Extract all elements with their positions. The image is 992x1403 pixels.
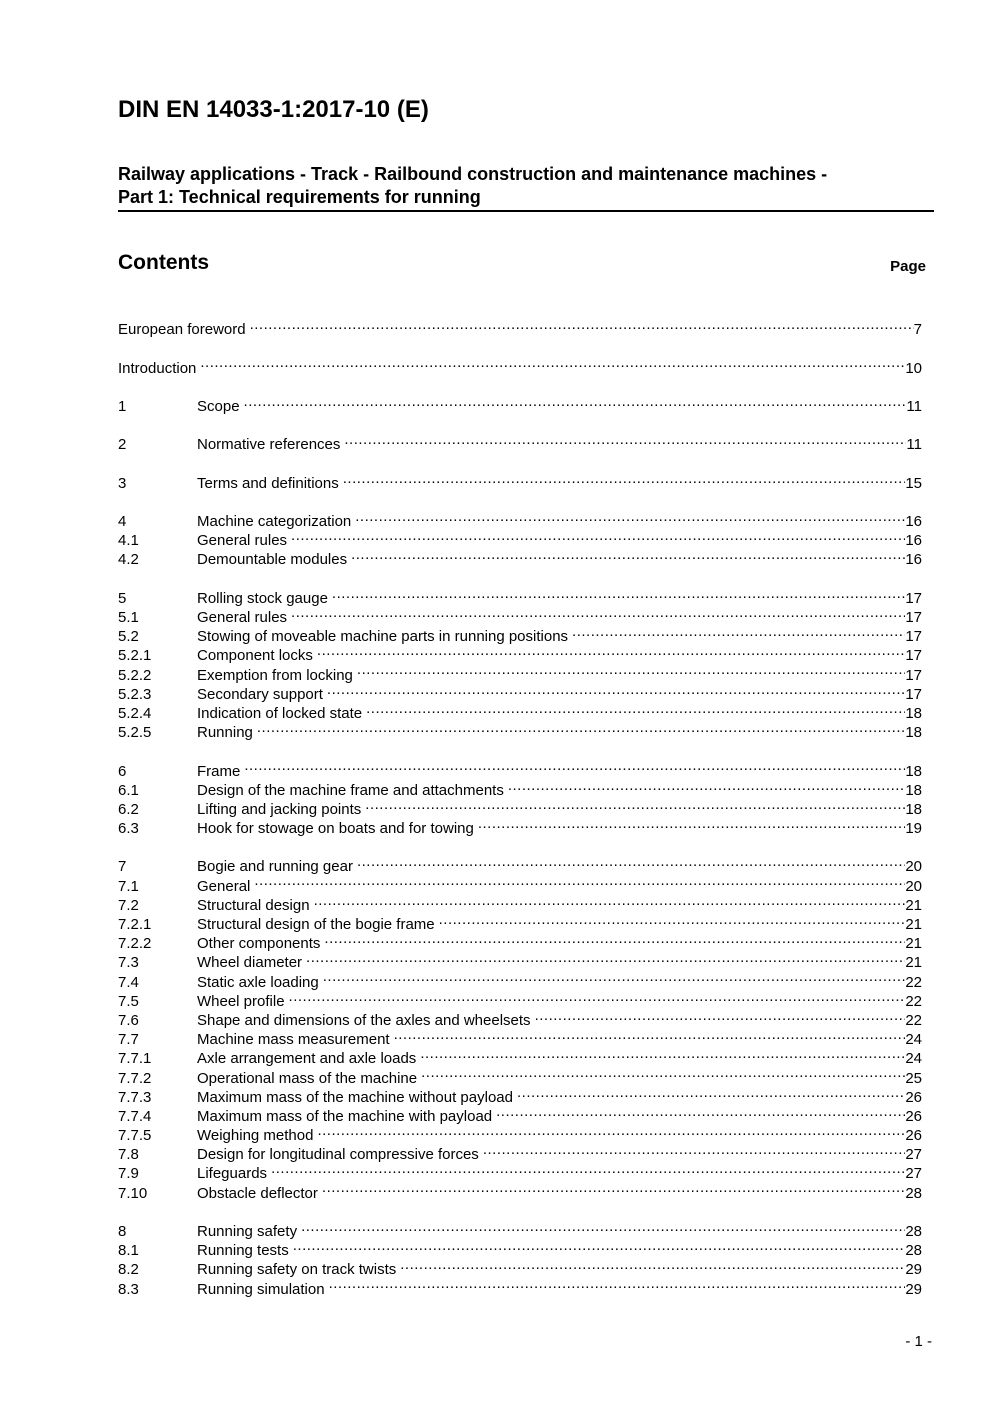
toc-entry-page: 15: [905, 474, 922, 492]
toc-group: [118, 1217, 922, 1298]
toc-entry-number: 7.5: [118, 992, 139, 1010]
toc-dot-leader: [250, 315, 914, 334]
toc-entry-number: 7.9: [118, 1165, 139, 1183]
toc-entry-title: General rules: [197, 609, 288, 626]
subtitle-line-2: Part 1: Technical requirements for running: [118, 187, 481, 207]
toc-dot-leader: [351, 545, 905, 564]
toc-entry-page: 26: [905, 1127, 922, 1145]
toc-dot-leader: [357, 660, 905, 679]
toc-entry-number: 7.7.5: [118, 1127, 152, 1145]
toc-group: [118, 584, 922, 742]
toc-dot-leader: [317, 1121, 905, 1140]
toc-entry-number: 5.2.1: [118, 647, 152, 665]
toc-entry-title: Obstacle deflector: [197, 1184, 318, 1202]
toc-entry-number: 7.7.2: [118, 1069, 152, 1087]
toc-dot-leader: [322, 1178, 905, 1197]
toc-entry-page: 17: [905, 628, 922, 646]
toc-dot-leader: [344, 430, 906, 449]
toc-group: [118, 507, 922, 569]
toc-entry-page: 19: [905, 820, 922, 838]
toc-entry-title: Running safety on track twists: [197, 1261, 397, 1279]
toc-entry-page: 26: [905, 1088, 922, 1106]
toc-entry-title: Terms and definitions: [197, 474, 339, 492]
toc-entry[interactable]: [118, 315, 922, 339]
toc-entry-number: 4.1: [118, 532, 139, 550]
toc-entry-page: 29: [905, 1261, 922, 1279]
toc-entry-title: Lifeguards: [197, 1165, 268, 1183]
toc-entry-number: 7.7.3: [118, 1088, 152, 1106]
toc-entry-title: Operational mass of the machine: [197, 1069, 418, 1087]
toc-dot-leader: [257, 718, 905, 737]
toc-entry-number: 7.2.2: [118, 935, 152, 953]
toc-entry[interactable]: [118, 353, 922, 377]
toc-entry-page: 16: [905, 551, 922, 569]
toc-entry-title: Structural design: [197, 896, 310, 914]
toc-entry-title: Wheel profile: [197, 992, 285, 1010]
toc-entry-title: Scope: [197, 397, 240, 415]
toc-entry-title: Running tests: [197, 1242, 289, 1260]
toc-entry[interactable]: [118, 430, 922, 454]
toc-entry-number: 8.1: [118, 1242, 139, 1260]
toc-entry-page: 22: [905, 1011, 922, 1029]
toc-entry-page: 18: [905, 781, 922, 799]
toc-entry-number: 6.1: [118, 781, 139, 799]
toc-entry-number: 7.1: [118, 877, 139, 895]
toc-entry-page: 25: [905, 1069, 922, 1087]
toc-entry-title: Maximum mass of the machine with payload: [197, 1107, 493, 1125]
toc-entry-title: Bogie and running gear: [197, 858, 353, 876]
toc-entry-page: 21: [905, 896, 922, 914]
toc-dot-leader: [327, 680, 905, 699]
toc-entry-title: Machine mass measurement: [197, 1031, 390, 1049]
toc-dot-leader: [254, 871, 905, 890]
toc-entry-page: 17: [905, 685, 922, 703]
toc-dot-leader: [517, 1083, 905, 1102]
toc-entry-number: 8.3: [118, 1280, 139, 1298]
toc-entry-title: Weighing method: [197, 1127, 314, 1145]
toc-entry-title: Running: [197, 724, 253, 742]
subtitle-line-1: Railway applications - Track - Railbound construction and maintenance machines -: [118, 164, 828, 184]
toc-entry-number: 5.2: [118, 628, 139, 646]
toc-dot-leader: [357, 852, 905, 871]
toc-entry-title: Static axle loading: [197, 973, 319, 991]
toc-entry[interactable]: [118, 756, 922, 780]
toc-entry-number: 3: [118, 474, 127, 492]
page-number: - 1 -: [905, 1333, 932, 1350]
toc-group: [118, 315, 922, 339]
toc-entry-number: 6: [118, 762, 127, 780]
toc-entry-title: General: [197, 877, 251, 895]
contents-heading: Contents: [118, 251, 209, 274]
toc-dot-leader: [329, 1274, 906, 1293]
toc-entry-page: 7: [913, 321, 922, 339]
toc-entry-page: 17: [905, 666, 922, 684]
toc-entry-page: 27: [905, 1165, 922, 1183]
toc-dot-leader: [394, 1025, 906, 1044]
toc-entry-title: Other components: [197, 935, 321, 953]
toc-dot-leader: [244, 756, 905, 775]
toc-dot-leader: [244, 392, 907, 411]
toc-entry-title: Secondary support: [197, 685, 323, 703]
document-title: DIN EN 14033-1:2017-10 (E): [118, 96, 429, 123]
toc-entry-title: Design of the machine frame and attachments: [197, 781, 504, 799]
title-divider: [118, 210, 934, 212]
toc-group: [118, 469, 922, 492]
toc-dot-leader: [332, 584, 905, 603]
toc-entry-title: Wheel diameter: [197, 954, 303, 972]
toc-group: [118, 430, 922, 454]
toc-entry-number: 7.8: [118, 1146, 139, 1164]
toc-dot-leader: [439, 910, 906, 929]
toc-entry-number: 5: [118, 589, 127, 607]
toc-group: [118, 852, 922, 1202]
toc-dot-leader: [366, 699, 905, 718]
toc-entry-page: 17: [905, 589, 922, 607]
toc-entry-title: Exemption from locking: [197, 666, 353, 684]
toc-entry-number: 5.2.3: [118, 685, 152, 703]
toc-entry-number: 7.10: [118, 1184, 148, 1202]
toc-entry-page: 10: [905, 359, 922, 377]
toc-entry-number: 7.6: [118, 1011, 139, 1029]
toc-entry-page: 24: [905, 1031, 922, 1049]
toc-entry-title: Indication of locked state: [197, 704, 363, 722]
toc-entry-title: Stowing of moveable machine parts in running positions: [197, 628, 569, 646]
toc-dot-leader: [200, 353, 905, 372]
toc-dot-leader: [291, 603, 905, 622]
toc-entry-page: 18: [905, 800, 922, 818]
toc-entry[interactable]: [118, 1217, 922, 1240]
toc-entry-title: Hook for stowage on boats and for towing: [197, 820, 474, 838]
toc-entry-number: 8: [118, 1223, 127, 1240]
toc-entry[interactable]: [118, 392, 922, 415]
toc-dot-leader: [421, 1063, 905, 1082]
toc-entry-page: 20: [905, 858, 922, 876]
toc-entry-page: 21: [905, 954, 922, 972]
toc-entry-title: Frame: [197, 762, 241, 780]
toc-entry-number: 7.3: [118, 954, 139, 972]
toc-entry-page: 18: [905, 762, 922, 780]
toc-entry-number: 7.2.1: [118, 916, 152, 933]
toc-entry-page: 11: [906, 436, 922, 454]
toc-dot-leader: [306, 948, 905, 967]
toc-entry-number: 2: [118, 436, 127, 454]
toc-entry-number: 4: [118, 513, 127, 531]
toc-entry-title: General rules: [197, 532, 288, 550]
toc-dot-leader: [483, 1140, 906, 1159]
toc-dot-leader: [400, 1255, 905, 1274]
toc-entry-title: Normative references: [197, 436, 341, 454]
toc-entry-number: 7.4: [118, 973, 139, 991]
toc-entry-page: 21: [905, 916, 922, 933]
toc-entry-number: 5.2.5: [118, 724, 152, 742]
toc-entry-title: Machine categorization: [197, 513, 352, 531]
toc-entry-number: 4.2: [118, 551, 139, 569]
toc-entry-page: 20: [905, 877, 922, 895]
toc-entry-title: Structural design of the bogie frame: [197, 916, 435, 933]
toc-entry-title: Shape and dimensions of the axles and wheelsets: [197, 1011, 531, 1029]
toc-entry-number: 7.7.4: [118, 1107, 152, 1125]
toc-entry-page: 16: [905, 532, 922, 550]
toc-entry-page: 28: [905, 1184, 922, 1202]
toc-entry-title: Introduction: [118, 359, 197, 377]
toc-entry-page: 24: [905, 1050, 922, 1068]
toc-dot-leader: [271, 1159, 905, 1178]
toc-dot-leader: [508, 776, 905, 795]
toc-entry-page: 17: [905, 647, 922, 665]
toc-entry-page: 18: [905, 724, 922, 742]
toc-group: [118, 353, 922, 377]
toc-entry-title: Component locks: [197, 647, 313, 665]
toc-entry-page: 28: [905, 1223, 922, 1240]
toc-dot-leader: [314, 891, 906, 910]
toc-dot-leader: [343, 469, 906, 488]
toc-entry-page: 21: [905, 935, 922, 953]
toc-entry-number: 7.2: [118, 896, 139, 914]
toc-entry-number: 6.3: [118, 820, 139, 838]
toc-entry-title: Design for longitudinal compressive forces: [197, 1146, 479, 1164]
page-column-label: Page: [890, 258, 926, 275]
toc-dot-leader: [291, 526, 905, 545]
toc-entry[interactable]: [118, 469, 922, 492]
toc-entry-page: 22: [905, 973, 922, 991]
toc-dot-leader: [323, 967, 906, 986]
toc-entry-page: 26: [905, 1107, 922, 1125]
toc-entry-page: 22: [905, 992, 922, 1010]
toc-dot-leader: [365, 795, 905, 814]
toc-dot-leader: [293, 1236, 906, 1255]
toc-entry-number: 5.1: [118, 609, 139, 626]
toc-entry-title: Running simulation: [197, 1280, 325, 1298]
toc-entry-page: 28: [905, 1242, 922, 1260]
toc-dot-leader: [496, 1102, 905, 1121]
toc-entry-number: 7: [118, 858, 127, 876]
toc-dot-leader: [572, 622, 905, 641]
toc-entry-page: 29: [905, 1280, 922, 1298]
toc-entry-page: 16: [905, 513, 922, 531]
toc-entry-number: 1: [118, 397, 127, 415]
toc-dot-leader: [420, 1044, 905, 1063]
toc-entry-number: 5.2.4: [118, 704, 152, 722]
toc-group: [118, 756, 922, 838]
toc-entry-title: Running safety: [197, 1223, 298, 1240]
toc-entry-number: 7.7: [118, 1031, 139, 1049]
toc-entry-title: European foreword: [118, 321, 246, 339]
toc-entry-page: 11: [906, 397, 922, 415]
toc-entry-page: 17: [905, 609, 922, 626]
toc-entry-page: 27: [905, 1146, 922, 1164]
toc-dot-leader: [478, 814, 905, 833]
toc-dot-leader: [535, 1006, 906, 1025]
toc-dot-leader: [301, 1217, 905, 1236]
toc-group: [118, 392, 922, 415]
toc-dot-leader: [355, 507, 905, 526]
toc-dot-leader: [324, 929, 905, 948]
table-of-contents: [118, 315, 922, 1313]
toc-entry[interactable]: [118, 584, 922, 607]
toc-dot-leader: [317, 641, 905, 660]
toc-entry-number: 8.2: [118, 1261, 139, 1279]
toc-entry[interactable]: [118, 852, 922, 876]
toc-entry-title: Axle arrangement and axle loads: [197, 1050, 417, 1068]
toc-entry-number: 5.2.2: [118, 666, 152, 684]
toc-entry-page: 18: [905, 704, 922, 722]
toc-entry-title: Lifting and jacking points: [197, 800, 362, 818]
toc-entry[interactable]: [118, 507, 922, 531]
toc-entry-title: Demountable modules: [197, 551, 348, 569]
toc-entry-title: Rolling stock gauge: [197, 589, 328, 607]
toc-entry-number: 6.2: [118, 800, 139, 818]
toc-entry-number: 7.7.1: [118, 1050, 152, 1068]
toc-dot-leader: [289, 987, 906, 1006]
toc-entry-title: Maximum mass of the machine without payload: [197, 1088, 513, 1106]
document-subtitle: [118, 163, 827, 209]
